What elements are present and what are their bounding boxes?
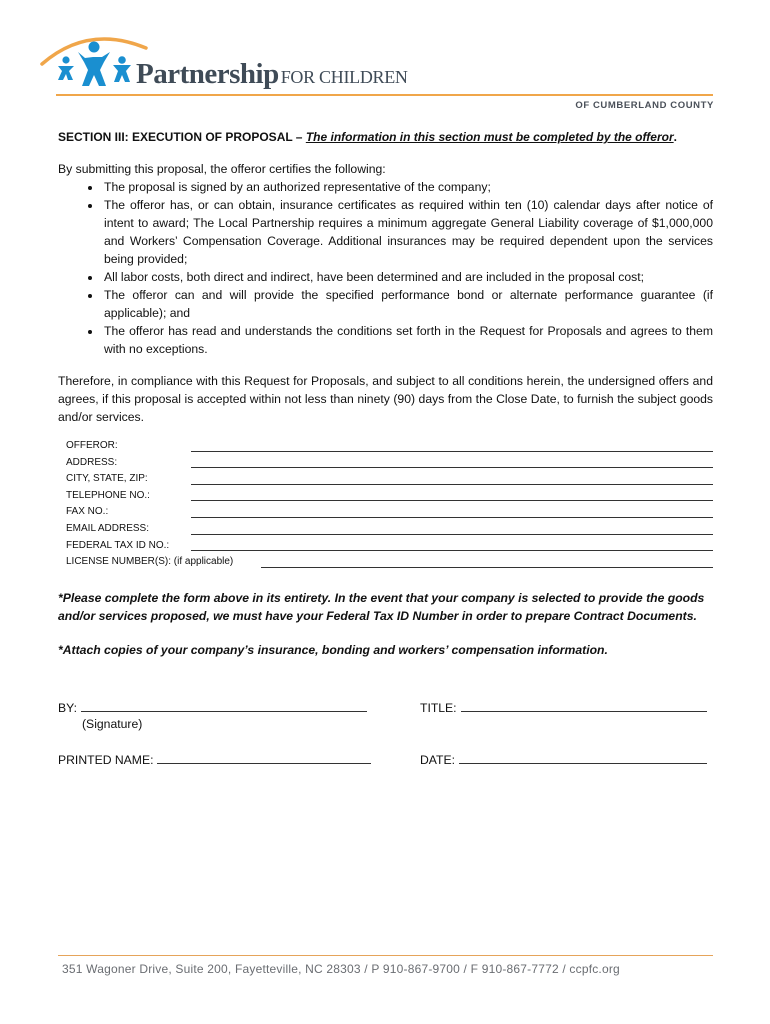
printed-name-field[interactable]: [157, 751, 371, 764]
tax-id-field[interactable]: [191, 538, 713, 551]
certification-item: • The offeror has read and understands the conditions set forth in the Request for Proposals and agrees to them with no exceptions.: [102, 322, 713, 358]
form-row-email: [58, 521, 713, 538]
offeror-label: OFFEROR:: [66, 440, 118, 451]
certification-item: • The proposal is signed by an authorized representative of the company;: [102, 178, 713, 196]
footer-contact: 351 Wagoner Drive, Suite 200, Fayetteville, NC 28303 / P 910-867-9700 / F 910-867-7772 / ccpfc.org: [62, 962, 620, 976]
tax-id-label: FEDERAL TAX ID NO.:: [66, 539, 170, 551]
footer-divider: [58, 955, 713, 956]
certification-item: • All labor costs, both direct and indirect, have been determined and are included in the proposal cost;: [102, 268, 713, 286]
section-title: SECTION III: EXECUTION OF PROPOSAL – The information in this section must be completed by the offeror.: [58, 130, 677, 144]
address-field[interactable]: [191, 455, 713, 468]
telephone-field[interactable]: [191, 488, 713, 501]
date-label: DATE:: [420, 753, 455, 767]
section-title-note: The information in this section must be completed by the offeror: [305, 130, 674, 144]
logo-figures-icon: [38, 30, 148, 100]
intro-text: By submitting this proposal, the offeror certifies the following:: [58, 162, 386, 176]
logo: [38, 30, 408, 100]
form-row-fax: [58, 504, 713, 521]
date-row: [420, 751, 707, 769]
attachment-notice: *Attach copies of your company’s insurance, bonding and workers’ compensation information.: [58, 642, 608, 657]
offeror-form: [58, 438, 713, 571]
signature-field[interactable]: [81, 699, 367, 712]
fax-label: FAX NO.:: [66, 506, 109, 518]
email-field[interactable]: [191, 522, 713, 535]
signature-caption: (Signature): [82, 717, 143, 731]
document-body: [58, 128, 713, 659]
form-row-telephone: [58, 488, 713, 505]
by-row: [58, 699, 367, 731]
city-state-zip-field[interactable]: [191, 472, 713, 485]
date-field[interactable]: [459, 751, 707, 764]
form-row-offeror: [58, 438, 713, 455]
email-label: EMAIL ADDRESS:: [66, 522, 149, 534]
title-row: [420, 699, 707, 717]
header-divider: [56, 94, 713, 96]
fax-field[interactable]: [191, 505, 713, 518]
printed-name-label: PRINTED NAME:: [58, 753, 154, 767]
title-label: TITLE:: [420, 701, 457, 715]
form-row-tax-id: [58, 538, 713, 555]
certification-item: • The offeror can and will provide the specified performance bond or alternate performance guarantee (if applicable); and: [102, 286, 713, 322]
form-row-city-state-zip: [58, 471, 713, 488]
license-field[interactable]: [261, 555, 713, 568]
certification-list: [58, 178, 713, 358]
offeror-field[interactable]: [191, 439, 713, 452]
county-label: OF CUMBERLAND COUNTY: [575, 100, 714, 111]
completion-notice: *Please complete the form above in its entirety. In the event that your company is selected to provide the goods and/or services proposed, we must have your Federal Tax ID Number in order to prepare Contract Documents.: [58, 590, 705, 623]
printed-name-row: [58, 751, 371, 769]
logo-wordmark: Partnership: [136, 58, 279, 90]
telephone-label: TELEPHONE NO.:: [66, 489, 150, 501]
address-label: ADDRESS:: [66, 456, 118, 468]
license-label: LICENSE NUMBER(S): (if applicable): [66, 556, 234, 568]
city-state-zip-label: CITY, STATE, ZIP:: [66, 473, 148, 485]
logo-subtitle: FOR CHILDREN: [280, 67, 408, 87]
by-label: BY:: [58, 701, 77, 715]
form-row-address: [58, 455, 713, 472]
certification-item: • The offeror has, or can obtain, insurance certificates as required within ten (10) calendar days after notice of intent to award; The Local Partnership requires a minimum aggregate General Liability coverage of $1,000,000 and Workers’ Compensation Coverage. Additional insurances may be required dependent upon the services being provided;: [102, 196, 713, 268]
therefore-paragraph: Therefore, in compliance with this Request for Proposals, and subject to all conditions herein, the undersigned offers and agrees, if this proposal is accepted within not less than ninety (90) days from the Close Date, to furnish the subject goods and/or services.: [58, 374, 713, 424]
title-field[interactable]: [461, 699, 707, 712]
form-row-license: [58, 554, 713, 571]
